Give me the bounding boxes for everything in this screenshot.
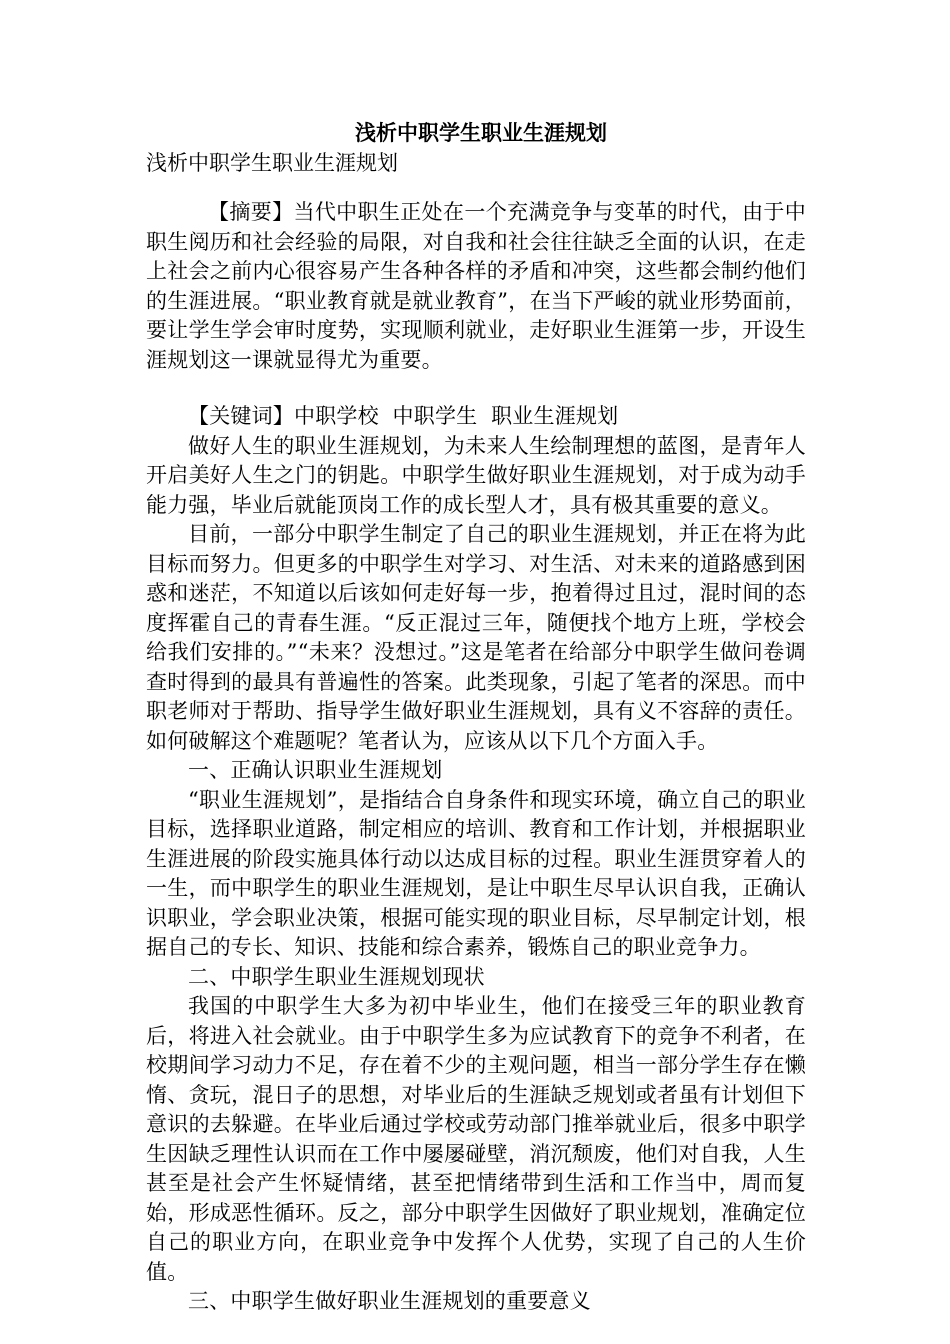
- body-paragraph-3: “职业生涯规划”，是指结合自身条件和现实环境，确立自己的职业目标，选择职业道路，制定相应的培训、教育和工作计划，并根据职业生涯进展的阶段实施具体行动以达成目标的过程。职业生涯贯穿着人的一生，而中职学生的职业生涯规划，是让中职生尽早认识自我，正确认识职业，学会职业决策，根据可能实现的职业目标，尽早制定计划，根据自己的专长、知识、技能和综合素养，锻炼自己的职业竞争力。: [146, 787, 806, 959]
- document-subtitle: 浅析中职学生职业生涯规划: [146, 151, 398, 175]
- section-heading-1: 一、正确认识职业生涯规划: [188, 758, 443, 782]
- keywords-line: 【关键词】中职学校 中职学生 职业生涯规划: [188, 404, 619, 428]
- abstract-paragraph: 【摘要】当代中职生正处在一个充满竞争与变革的时代，由于中职生阅历和社会经验的局限，对自我和社会往往缺乏全面的认识，在走上社会之前内心很容易产生各种各样的矛盾和冲突，这些都会制约他们的生涯进展。“职业教育就是就业教育”，在当下严峻的就业形势面前，要让学生学会审时度势，实现顺利就业，走好职业生涯第一步，开设生涯规划这一课就显得尤为重要。: [146, 200, 806, 372]
- document-title: 浅析中职学生职业生涯规划: [355, 120, 607, 145]
- body-paragraph-1: 做好人生的职业生涯规划，为未来人生绘制理想的蓝图，是青年人开启美好人生之门的钥匙。中职学生做好职业生涯规划，对于成为动手能力强，毕业后就能顶岗工作的成长型人才，具有极其重要的意义。: [146, 433, 806, 517]
- section-heading-3: 三、中职学生做好职业生涯规划的重要意义: [188, 1289, 591, 1313]
- body-paragraph-4: 我国的中职学生大多为初中毕业生，他们在接受三年的职业教育后，将进入社会就业。由于中职学生多为应试教育下的竞争不利者，在校期间学习动力不足，存在着不少的主观问题，相当一部分学生存在懒惰、贪玩，混日子的思想，对毕业后的生涯缺乏规划或者虽有计划但下意识的去躲避。在毕业后通过学校或劳动部门推举就业后，很多中职学生因缺乏理性认识而在工作中屡屡碰壁，消沉颓废，他们对自我，人生甚至是社会产生怀疑情绪，甚至把情绪带到生活和工作当中，周而复始，形成恶性循环。反之，部分中职学生因做好了职业规划，准确定位自己的职业方向，在职业竞争中发挥个人优势，实现了自己的人生价值。: [146, 994, 806, 1284]
- document-page: [146, 118, 806, 1317]
- body-paragraph-2: 目前，一部分中职学生制定了自己的职业生涯规划，并正在将为此目标而努力。但更多的中职学生对学习、对生活、对未来的道路感到困惑和迷茫，不知道以后该如何走好每一步，抱着得过且过，混时间的态度挥霍自己的青春生涯。“反正混过三年，随便找个地方上班，学校会给我们安排的。”“未来？没想过。”这是笔者在给部分中职学生做问卷调查时得到的最具有普遍性的答案。此类现象，引起了笔者的深思。而中职老师对于帮助、指导学生做好职业生涯规划，具有义不容辞的责任。如何破解这个难题呢？笔者认为，应该从以下几个方面入手。: [146, 522, 806, 753]
- section-heading-2: 二、中职学生职业生涯规划现状: [188, 964, 485, 989]
